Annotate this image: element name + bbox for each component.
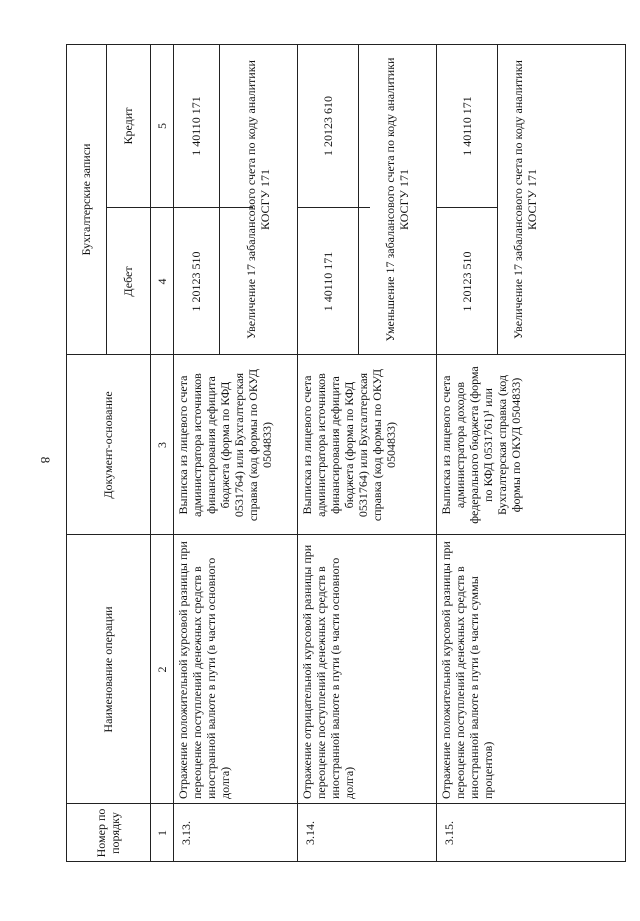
row-document: Выписка из лицевого счета администратора источников финансирования дефицита бюджета (форма по КФД 0531764) или Бухгалтерская справка (код формы по ОКУД 0504833)	[176, 368, 274, 522]
row-credit: 1 20123 610	[320, 96, 335, 156]
header-number: Номер по порядку	[94, 808, 122, 858]
row-operation: Отражение положительной курсовой разницы при переоценке поступлений денежных средств в иностранной валюте в пути (в части основного долга)	[176, 541, 232, 799]
row-offbalance: Увеличение 17 забалансового счета по коду аналитики КОСГУ 171	[244, 60, 272, 339]
column-number-4: 4	[154, 278, 169, 285]
row-document: Выписка из лицевого счета администратора источников финансирования дефицита бюджета (форма по КФД 0531764) или Бухгалтерская справка (код формы по ОКУД 0504833)	[300, 368, 398, 522]
header-document: Документ-основание	[101, 391, 115, 499]
row-debit: 1 20123 510	[459, 251, 474, 312]
column-number-1: 1	[154, 830, 169, 836]
row-debit: 1 20123 510	[189, 251, 203, 312]
row-operation: Отражение отрицательной курсовой разницы при переоценке поступлений денежных средств в иностранной валюте в пути (в части основного долга)	[300, 544, 356, 799]
row-credit: 1 40110 171	[459, 96, 474, 156]
header-credit: Кредит	[121, 107, 135, 145]
header-operation: Наименование операции	[101, 606, 115, 733]
header-accounting-entries: Бухгалтерские записи	[79, 143, 93, 256]
row-number: 3.13.	[179, 821, 193, 845]
column-number-2: 2	[154, 666, 169, 673]
row-offbalance: Уменьшение 17 забалансового счета по коду аналитики КОСГУ 171	[383, 57, 411, 342]
row-offbalance: Увеличение 17 забалансового счета по коду аналитики КОСГУ 171	[511, 60, 539, 339]
row-operation: Отражение положительной курсовой разницы при переоценке поступлений денежных средств в иностранной валюте в пути (в части суммы процентов)	[439, 541, 495, 799]
row-debit: 1 40110 171	[320, 251, 335, 312]
row-credit: 1 40110 171	[189, 96, 203, 156]
row-number: 3.14.	[303, 821, 317, 845]
header-debit: Дебет	[121, 266, 135, 297]
accounting-table	[66, 44, 626, 862]
row-number: 3.15.	[442, 821, 456, 845]
column-number-3: 3	[154, 442, 169, 448]
row-document: Выписка из лицевого счета администратора доходов федерального бюджета (форма по КФД 0531761)¹ или Бухгалтерская справка (код формы по ОКУД 0504833)	[439, 366, 523, 524]
column-number-5: 5	[154, 123, 169, 129]
rotated-table-area	[66, 44, 626, 862]
page-number: 8	[38, 456, 53, 464]
